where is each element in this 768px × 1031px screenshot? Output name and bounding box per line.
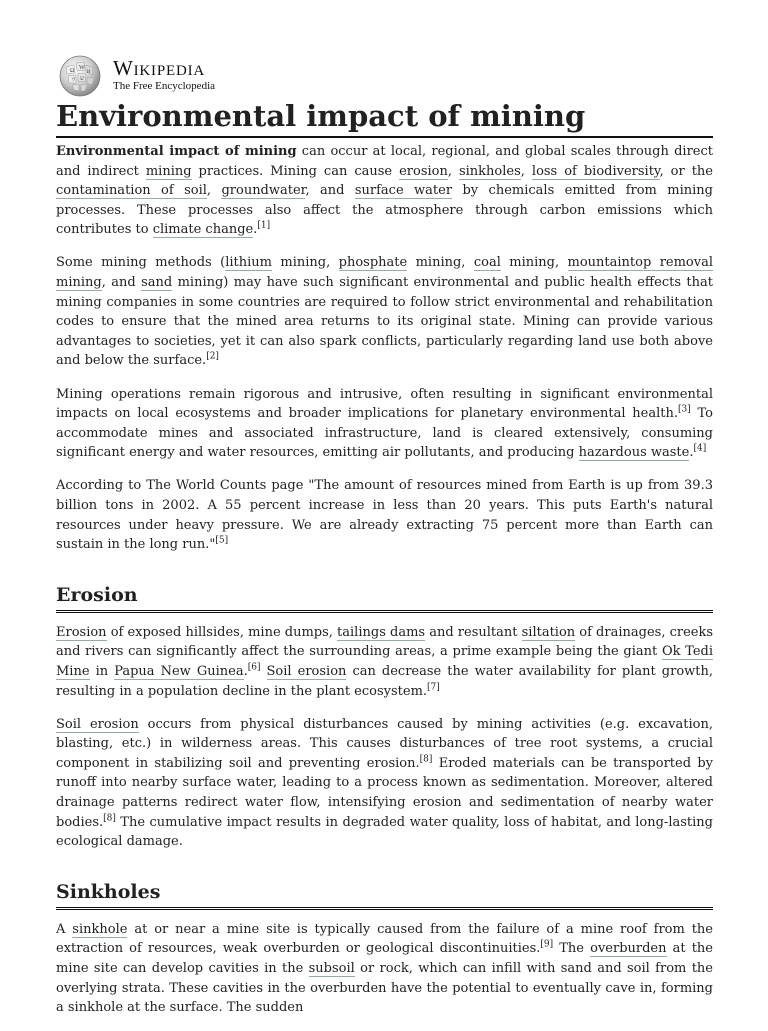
sinkholes-paragraph-1 xyxy=(56,920,713,1018)
text: Eroded materials can be transported by runoff into nearby surface water, leading to a process known as sedimentation. Moreover, altered drainage patterns redirect water flow, intensifying erosion and sedimentation of nearby water bodies. xyxy=(56,755,713,830)
intro-paragraph-2 xyxy=(56,253,713,371)
bold-subject: Environmental impact of mining xyxy=(56,144,297,159)
text: , and xyxy=(305,183,355,199)
citation-ref[interactable]: [3] xyxy=(678,404,691,415)
text: in xyxy=(89,663,115,679)
citation-ref[interactable]: [8] xyxy=(419,754,433,765)
text: mining, xyxy=(407,255,474,271)
text: The xyxy=(553,941,591,957)
text: . xyxy=(253,222,258,238)
link-overburden[interactable]: overburden xyxy=(590,941,667,957)
link-soil-erosion[interactable]: Soil erosion xyxy=(266,663,347,679)
link-sinkholes[interactable]: sinkholes xyxy=(458,163,521,179)
link-loss-of-biodiversity[interactable]: loss of biodiversity xyxy=(531,163,660,179)
intro-paragraph-3 xyxy=(56,385,713,463)
text: A xyxy=(56,921,73,937)
wordmark-title: Wikipedia xyxy=(113,56,206,80)
text: The cumulative impact results in degraded water quality, loss of habitat, and long-lasting ecological damage. xyxy=(56,814,713,850)
link-contamination-of-soil[interactable]: contamination of soil xyxy=(56,183,207,199)
link-sinkhole[interactable]: sinkhole xyxy=(72,921,128,937)
text: at the mine site can develop cavities in the xyxy=(56,941,713,976)
text: can occur at local, regional, and global scales through direct and indirect xyxy=(56,144,713,179)
text: . xyxy=(243,663,248,679)
link-lithium[interactable]: lithium xyxy=(225,255,272,271)
svg-text:И: И xyxy=(87,70,91,75)
link-subsoil[interactable]: subsoil xyxy=(308,961,355,976)
text: at or near a mine site is typically caused from the failure of a mine roof from the extraction of resources, weak overburden or geological discontinuities. xyxy=(56,921,713,957)
text: or rock, which can infill with sand and soil from the overlying strata. These cavities in the overburden have the potential to eventually cave in, forming a sinkhole at the surface. The sudden xyxy=(56,961,713,1016)
text: , or the xyxy=(659,163,713,179)
text: by chemicals emitted from mining processes. These processes also affect the atmosphere through carbon emissions which contributes to xyxy=(56,183,713,238)
text: . xyxy=(689,445,694,461)
text: , xyxy=(447,163,459,179)
text: occurs from physical disturbances caused by mining activities (e.g. excavation, blasting, etc.) in wilderness areas. This causes disturbances of tree root systems, a crucial component in stabilizing soil and preventing erosion. xyxy=(56,716,713,771)
text: mining, xyxy=(271,255,339,271)
text: mining, xyxy=(500,255,568,271)
link-erosion[interactable]: Erosion xyxy=(56,624,107,640)
citation-ref[interactable]: [4] xyxy=(693,443,707,454)
intro-paragraph-1 xyxy=(56,142,713,240)
link-phosphate[interactable]: phosphate xyxy=(338,255,408,271)
text: mining) may have such significant environmental and public health effects that mining companies in some countries are required to follow strict environmental and rehabilitation codes to ensure that the mined area returns to its original state. Mining can provide various advantages to societies, yet it can also spark conflicts, particularly regarding land use both above and below the surface. xyxy=(56,275,713,369)
link-soil-erosion[interactable]: Soil erosion xyxy=(56,716,139,732)
citation-ref[interactable]: [5] xyxy=(215,535,229,546)
text: According to The World Counts page "The amount of resources mined from Earth is up from 39.3 billion tons in 2002. A 55 percent increase in less than 20 years. This puts Earth's natural resources under heavy pressure. We are already extracting 75 percent more than Earth can sustain in the long run." xyxy=(56,478,713,553)
site-header xyxy=(56,53,713,97)
article-content xyxy=(56,142,713,1031)
erosion-paragraph-1 xyxy=(56,623,713,701)
link-ok-tedi-mine[interactable]: Ok Tedi Mine xyxy=(56,644,713,679)
text: , xyxy=(520,163,532,179)
erosion-paragraph-2 xyxy=(56,715,713,852)
link-hazardous-waste[interactable]: hazardous waste xyxy=(578,445,690,461)
link-sand[interactable]: sand xyxy=(141,275,173,291)
section-heading-sinkholes: Sinkholes xyxy=(56,879,713,910)
svg-text:W: W xyxy=(79,65,85,71)
link-groundwater[interactable]: groundwater xyxy=(221,183,306,199)
link-coal[interactable]: coal xyxy=(473,255,501,271)
citation-ref[interactable]: [7] xyxy=(427,682,440,693)
citation-ref[interactable]: [2] xyxy=(206,352,219,363)
svg-text:Ω: Ω xyxy=(70,68,75,74)
text: can decrease the water availability for plant growth, resulting in a population decline in the plant ecosystem. xyxy=(56,663,713,699)
text: , and xyxy=(101,275,142,291)
section-heading-erosion: Erosion xyxy=(56,582,713,613)
page-title: Environmental impact of mining xyxy=(56,96,713,138)
link-tailings-dams[interactable]: tailings dams xyxy=(337,624,426,640)
link-siltation[interactable]: siltation xyxy=(521,624,576,640)
text: To accommodate mines and associated infrastructure, land is cleared extensively, consuming significant energy and water resources, emitting air pollutants, and producing xyxy=(56,406,713,461)
citation-ref[interactable]: [1] xyxy=(257,221,271,232)
text: and resultant xyxy=(425,624,522,640)
text: Some mining methods ( xyxy=(56,255,226,271)
citation-ref[interactable]: [8] xyxy=(103,813,116,824)
link-mining[interactable]: mining xyxy=(145,163,192,179)
wordmark-tagline: The Free Encyclopedia xyxy=(113,80,216,92)
text: of exposed hillsides, mine dumps, xyxy=(106,624,338,640)
text: of drainages, creeks and rivers can significantly affect the surrounding areas, a prime example being the giant xyxy=(56,624,714,660)
text: , xyxy=(206,183,222,199)
link-surface-water[interactable]: surface water xyxy=(354,183,453,199)
link-erosion[interactable]: erosion xyxy=(399,163,448,179)
citation-ref[interactable]: [6] xyxy=(247,662,261,673)
link-climate-change[interactable]: climate change xyxy=(152,222,254,238)
citation-ref[interactable]: [9] xyxy=(540,940,554,951)
text xyxy=(260,664,266,679)
link-papua-new-guinea[interactable]: Papua New Guinea xyxy=(114,663,244,679)
svg-text:ש: ש xyxy=(80,76,85,82)
text: practices. Mining can cause xyxy=(191,163,400,179)
link-mountaintop-removal-mining[interactable]: mountaintop removal mining xyxy=(56,255,714,291)
wikipedia-globe-icon[interactable] xyxy=(56,53,104,97)
text: Mining operations remain rigorous and intrusive, often resulting in significant environmental impacts on local ecosystems and broader implications for planetary environmental health. xyxy=(56,386,713,422)
intro-paragraph-4 xyxy=(56,476,713,554)
wordmark[interactable] xyxy=(113,57,215,92)
svg-text:ウ: ウ xyxy=(71,78,77,83)
